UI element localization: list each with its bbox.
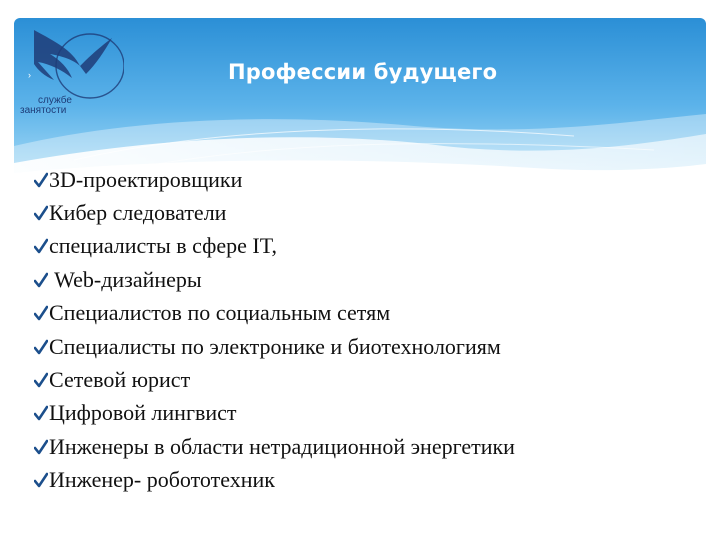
list-item-label: Специалистов по социальным сетям (49, 300, 391, 326)
slide-title: Профессии будущего (228, 60, 498, 84)
professions-list (34, 163, 515, 497)
checkmark-icon (34, 405, 48, 421)
list-item (34, 297, 515, 330)
list-item (34, 163, 515, 196)
list-item-label: Сетевой юрист (49, 367, 191, 393)
checkmark-icon (34, 439, 48, 455)
list-item-label: Специалисты по электронике и биотехнологиям (49, 333, 501, 359)
list-item (34, 330, 515, 363)
list-item-label: Цифровой лингвист (49, 400, 237, 426)
list-item-label: 3D-проектировщики (49, 166, 243, 192)
list-item-label: специалисты в сфере IT, (49, 233, 278, 259)
checkmark-icon (34, 305, 48, 321)
checkmark-icon (34, 272, 48, 288)
list-item-label: Кибер следователи (49, 200, 227, 226)
list-item-label: Web-дизайнеры (49, 266, 202, 292)
bird-logo-icon (14, 20, 124, 100)
checkmark-icon (34, 372, 48, 388)
logo-text-line1: службе (38, 95, 72, 106)
list-item (34, 464, 515, 497)
logo-text (20, 96, 100, 116)
checkmark-icon (34, 205, 48, 221)
list-item (34, 230, 515, 263)
checkmark-icon (34, 238, 48, 254)
list-item (34, 397, 515, 430)
list-item-label: Инженеры в области нетрадиционной энергетики (49, 433, 515, 459)
list-item (34, 196, 515, 229)
checkmark-icon (34, 172, 48, 188)
checkmark-icon (34, 472, 48, 488)
list-item (34, 263, 515, 296)
checkmark-icon (34, 339, 48, 355)
list-item-label: Инженер- робототехник (49, 467, 275, 493)
logo-mark: › (28, 70, 31, 80)
list-item (34, 363, 515, 396)
list-item (34, 430, 515, 463)
logo-text-line2: занятости (20, 105, 67, 116)
